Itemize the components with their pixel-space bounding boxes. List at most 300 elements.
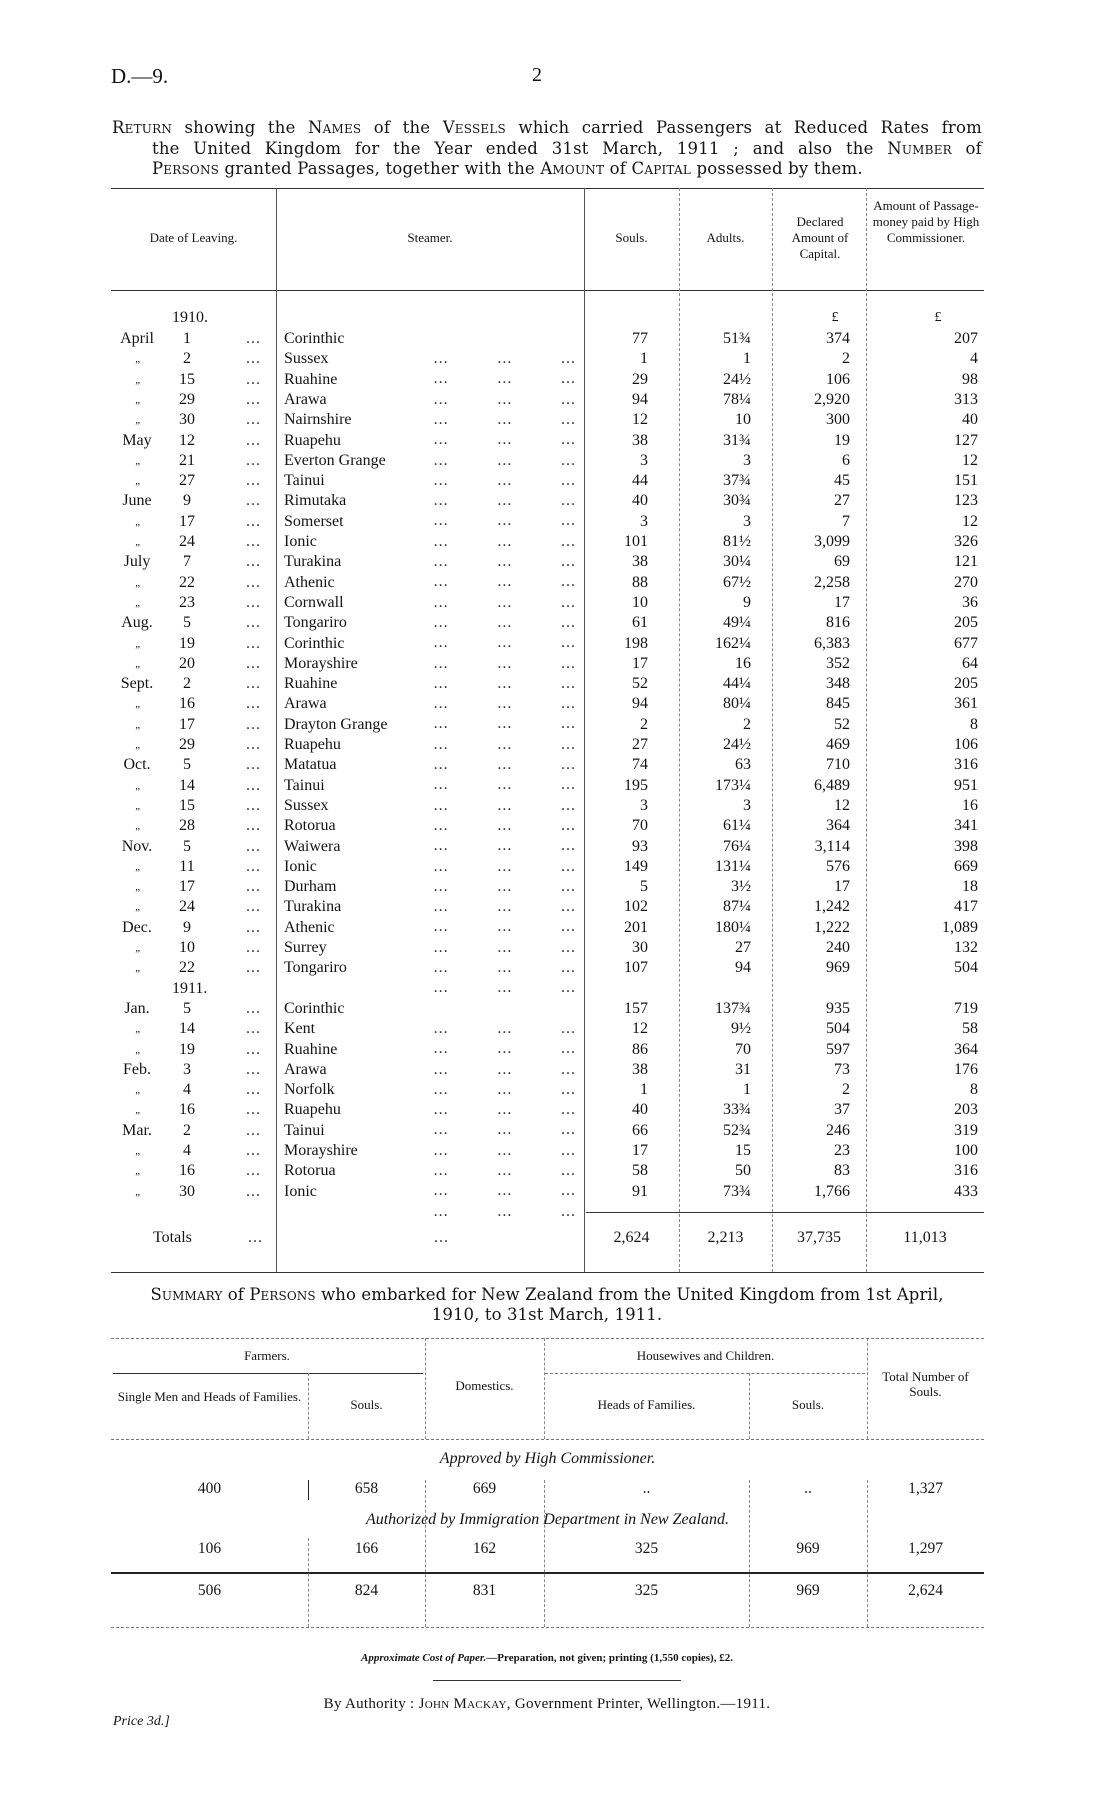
- leader-dots: ...: [246, 776, 261, 794]
- souls-value: 30: [632, 939, 648, 956]
- adults-value: 15: [735, 1142, 751, 1159]
- ditto-mark: ”: [133, 481, 141, 494]
- adults-value: 73¾: [723, 1182, 751, 1200]
- leader-dots: ... ... ...: [433, 492, 576, 510]
- steamer-name-text: Nairnshire: [284, 411, 352, 429]
- month-label: Mar.: [122, 1121, 152, 1139]
- summary-title-line2: 1910, to 31st March, 1911.: [431, 1305, 663, 1324]
- ditto-mark: ”: [133, 420, 141, 433]
- summary-value: 506: [197, 1582, 222, 1599]
- summary-header-rule: [111, 1439, 984, 1440]
- header-passage-money: Amount of Passage-money paid by High Commissioner.: [872, 198, 980, 245]
- header-steamer: Steamer.: [407, 230, 453, 245]
- leader-dots: ... ... ...: [433, 695, 576, 713]
- document-reference: D.—9.: [111, 64, 169, 88]
- day-value: 2: [183, 350, 191, 368]
- capital-value: 469: [826, 736, 850, 753]
- leader-dots: ...: [246, 512, 261, 530]
- day-value: 2: [183, 675, 191, 693]
- leader-dots: ...: [246, 390, 261, 408]
- summary-title-text: of: [222, 1285, 250, 1304]
- page-number: 2: [532, 64, 542, 86]
- capital-value: 19: [834, 431, 850, 449]
- title-text: granted Passages, together with the: [219, 159, 541, 178]
- day-value: 16: [179, 695, 195, 713]
- passage-money-value: 123: [954, 492, 978, 510]
- capital-value: 3,114: [814, 837, 850, 855]
- leader-dots: ...: [246, 1182, 261, 1200]
- authority-text: By Authority :: [323, 1696, 419, 1712]
- souls-value: 102: [624, 898, 648, 916]
- capital-value: 106: [826, 370, 850, 388]
- day-value: 7: [183, 553, 191, 571]
- summary-top-rule: [111, 1338, 984, 1339]
- steamer-name-text: Ionic: [284, 857, 317, 875]
- capital-value: 12: [834, 796, 850, 814]
- ditto-mark: ”: [133, 663, 141, 676]
- leader-dots: ... ... ...: [433, 654, 576, 672]
- passage-money-value: 417: [954, 898, 978, 916]
- capital-value: 845: [826, 695, 850, 713]
- adults-value: 162¼: [715, 634, 751, 652]
- capital-value: 17: [834, 593, 850, 611]
- adults-value: 80¼: [723, 695, 751, 713]
- steamer-name-text: Tongariro: [284, 614, 347, 632]
- capital-value: 17: [834, 878, 850, 896]
- souls-value: 107: [624, 959, 648, 977]
- leader-dots: ...: [246, 1081, 261, 1099]
- day-value: 15: [179, 370, 195, 388]
- day-value: 19: [179, 634, 195, 652]
- steamer-name-text: Athenic: [284, 918, 335, 936]
- leader-dots: ... ... ...: [433, 1019, 576, 1037]
- steamer-name-text: Arawa: [284, 390, 327, 408]
- adults-value: 16: [735, 654, 751, 672]
- steamer-name-text: Tainui: [284, 472, 325, 490]
- header-single-men: Single Men and Heads of Families.: [117, 1389, 302, 1404]
- leader-dots: ... ... ...: [433, 938, 576, 956]
- header-domestics: Domestics.: [455, 1378, 514, 1393]
- day-value: 23: [179, 593, 195, 611]
- steamer-name-text: Ruahine: [284, 675, 338, 693]
- passage-money-value: 207: [954, 330, 978, 347]
- steamer-name-text: Tongariro: [284, 959, 347, 977]
- adults-value: 87¼: [723, 898, 751, 916]
- day-value: 5: [183, 614, 191, 632]
- passage-money-value: 205: [954, 614, 978, 632]
- adults-value: 51¾: [723, 330, 751, 347]
- adults-value: 31: [735, 1060, 751, 1078]
- ditto-mark: ”: [133, 1110, 141, 1123]
- steamer-name-text: Drayton Grange: [284, 715, 388, 733]
- passage-money-value: 176: [954, 1060, 978, 1078]
- leader-dots: ... ... ...: [433, 776, 576, 794]
- month-label: Dec.: [122, 918, 152, 936]
- capital-value: 504: [826, 1020, 850, 1038]
- housewives-sub-rule: [545, 1373, 865, 1374]
- ditto-mark: ”: [133, 887, 141, 900]
- month-label: July: [123, 553, 151, 571]
- steamer-name-text: Rotorua: [284, 1162, 336, 1180]
- summary-value: 831: [472, 1582, 497, 1599]
- leader-dots: ...: [246, 472, 261, 490]
- section-authorized-label: Authorized by Immigration Department in New Zealand.: [365, 1511, 730, 1528]
- header-adults: Adults.: [706, 230, 745, 245]
- adults-value: 137¾: [715, 999, 751, 1017]
- souls-value: 157: [624, 999, 648, 1017]
- day-value: 30: [179, 1182, 195, 1200]
- ditto-mark: ”: [133, 826, 141, 839]
- title-text: of the: [361, 118, 443, 137]
- summary-value: 166: [354, 1540, 379, 1557]
- souls-value: 10: [632, 593, 648, 611]
- day-value: 28: [179, 817, 195, 835]
- adults-value: 1: [743, 1081, 751, 1099]
- title-text: of: [951, 138, 982, 158]
- passage-money-value: 98: [962, 370, 978, 388]
- title-text: Persons: [152, 159, 220, 178]
- pound-symbol: £: [831, 310, 839, 325]
- summary-value: 162: [472, 1540, 497, 1557]
- passage-money-value: 326: [954, 533, 978, 550]
- adults-value: 50: [735, 1162, 751, 1180]
- leader-dots: ... ... ...: [433, 451, 576, 469]
- header-total-souls: Total Number of Souls.: [882, 1369, 969, 1399]
- leader-dots: ...: [246, 918, 261, 936]
- steamer-name: [284, 1182, 584, 1220]
- footer-rule: [433, 1680, 681, 1681]
- leader-dots: ...: [246, 553, 261, 571]
- adults-value: 94: [735, 959, 751, 977]
- steamer-name-text: Rimutaka: [284, 492, 347, 510]
- year-label-1910: 1910.: [172, 309, 208, 326]
- passage-money-value: 361: [954, 695, 978, 713]
- year-label-1911: 1911.: [172, 979, 208, 997]
- passage-money-value: 669: [954, 857, 978, 875]
- passage-money-value: 8: [970, 715, 978, 733]
- leader-dots: ...: [246, 898, 261, 916]
- passage-money-value: 4: [970, 350, 978, 368]
- passage-money-value: 433: [954, 1182, 978, 1200]
- adults-value: 3: [743, 796, 751, 814]
- summary-value: 325: [634, 1582, 659, 1599]
- leader-dots: ...: [246, 1101, 261, 1119]
- souls-value: 198: [624, 634, 648, 652]
- souls-value: 94: [632, 695, 648, 713]
- day-value: 3: [183, 1060, 191, 1078]
- leader-dots: ... ... ...: [433, 410, 576, 428]
- day-value: 24: [179, 898, 195, 916]
- souls-value: 195: [624, 776, 648, 794]
- souls-value: 66: [632, 1121, 648, 1139]
- month-label: April: [120, 330, 154, 347]
- leader-dots: ... ... ...: [433, 390, 576, 408]
- adults-value: 180¼: [715, 918, 751, 936]
- day-value: 24: [179, 533, 195, 550]
- adults-value: 3: [743, 512, 751, 530]
- header-farmer-souls: Souls.: [350, 1397, 383, 1412]
- day-value: 11: [179, 857, 195, 875]
- souls-value: 38: [632, 553, 648, 571]
- summary-value: 325: [634, 1540, 659, 1557]
- day-value: 10: [179, 939, 195, 956]
- souls-value: 149: [624, 857, 648, 875]
- capital-value: 1,766: [814, 1182, 850, 1200]
- ditto-mark: ”: [133, 582, 141, 595]
- steamer-name-text: Norfolk: [284, 1081, 335, 1099]
- steamer-name-text: Ruahine: [284, 370, 338, 388]
- capital-value: 364: [826, 817, 850, 835]
- adults-value: 76¼: [723, 837, 751, 855]
- steamer-name-text: Tainui: [284, 776, 325, 794]
- steamer-name-text: Tainui: [284, 1121, 325, 1139]
- leader-dots: ...: [246, 736, 261, 753]
- title-text: Capital: [631, 159, 692, 178]
- steamer-name-text: Ionic: [284, 1182, 317, 1200]
- totals-rule: [586, 1212, 984, 1213]
- passage-money-value: 270: [954, 573, 978, 591]
- leader-dots: ...: [246, 857, 261, 875]
- capital-value: 816: [826, 614, 850, 632]
- leader-dots: ... ... ...: [433, 816, 576, 834]
- header-souls: Souls.: [615, 230, 648, 245]
- title-return-word: Return: [112, 118, 173, 137]
- title-text: possessed by them.: [691, 159, 863, 178]
- souls-value: 61: [632, 614, 648, 632]
- leader-dots: ...: [246, 837, 261, 855]
- ditto-mark: ”: [133, 1151, 141, 1163]
- leader-dots: ... ... ...: [433, 553, 576, 570]
- adults-value: 70: [735, 1040, 751, 1058]
- leader-dots: ... ... ...: [433, 431, 576, 449]
- passage-money-value: 12: [962, 512, 978, 530]
- ditto-mark: ”: [133, 907, 141, 920]
- passage-money-value: 719: [954, 999, 978, 1017]
- ditto-mark: ”: [133, 379, 141, 392]
- souls-value: 93: [632, 837, 648, 855]
- capital-value: 348: [826, 675, 850, 693]
- month-label: Jan.: [124, 999, 150, 1017]
- title-text: showing the: [172, 118, 308, 137]
- souls-value: 44: [632, 472, 648, 490]
- day-value: 5: [183, 999, 191, 1017]
- souls-value: 17: [632, 1142, 648, 1159]
- leader-dots: ... ... ...: [433, 593, 576, 611]
- leader-dots: ... ... ...: [433, 715, 576, 733]
- leader-dots: ...: [246, 1040, 261, 1058]
- total-capital: 37,735: [797, 1229, 841, 1246]
- steamer-name-text: Matatua: [284, 756, 337, 774]
- summary-value: 969: [796, 1540, 820, 1557]
- totals-dots: ...: [248, 1229, 263, 1246]
- leader-dots: ...: [246, 878, 261, 896]
- passage-money-value: 121: [954, 553, 978, 571]
- souls-value: 1: [640, 350, 648, 368]
- total-adults: 2,213: [707, 1229, 744, 1246]
- souls-value: 86: [632, 1040, 648, 1058]
- adults-value: 9: [743, 593, 751, 611]
- steamer-name: [284, 958, 584, 997]
- steamer-name-text: Ionic: [284, 533, 317, 550]
- day-value: 27: [179, 472, 195, 490]
- passage-money-value: 12: [962, 451, 978, 469]
- cost-note-text: —Preparation, not given; printing (1,550 copies), £2.: [486, 1652, 733, 1664]
- summary-value: 824: [354, 1582, 379, 1599]
- leader-dots: ...: [246, 451, 261, 469]
- passage-money-value: 316: [954, 756, 978, 774]
- souls-value: 38: [632, 1060, 648, 1078]
- leader-dots: ... ... ...: [433, 674, 576, 692]
- day-value: 1: [183, 330, 191, 347]
- souls-value: 101: [624, 533, 648, 550]
- steamer-name-text: Morayshire: [284, 654, 358, 672]
- summary-title: [112, 1285, 982, 1325]
- summary-value: ..: [804, 1480, 812, 1497]
- month-label: Sept.: [120, 675, 154, 693]
- adults-value: 3: [743, 451, 751, 469]
- capital-value: 374: [826, 330, 850, 347]
- adults-value: 10: [735, 411, 751, 429]
- ditto-mark: ”: [133, 948, 141, 960]
- leader-dots: ...: [246, 431, 261, 449]
- passage-money-value: 58: [962, 1020, 978, 1038]
- leader-dots: ...: [246, 330, 261, 347]
- steamer-name-text: Ruahine: [284, 1040, 338, 1058]
- passage-money-value: 341: [954, 817, 978, 835]
- ditto-mark: ”: [133, 745, 141, 757]
- day-value: 19: [179, 1040, 195, 1058]
- capital-value: 23: [834, 1142, 850, 1159]
- adults-value: 37¾: [723, 472, 751, 490]
- leader-dots: ... ... ...: [433, 512, 576, 530]
- adults-value: 9½: [731, 1020, 751, 1038]
- ditto-mark: ”: [133, 542, 141, 554]
- title-text: which carried Passengers at Reduced Rates from: [505, 118, 982, 137]
- pound-symbol: £: [934, 310, 942, 325]
- adults-value: 27: [735, 939, 751, 956]
- capital-value: 2: [842, 350, 850, 368]
- leader-dots: ... ... ...: [433, 1080, 576, 1098]
- leader-dots: ... ... ...: [433, 898, 576, 916]
- ditto-mark: ”: [133, 1171, 141, 1184]
- totals-steamer-dots: ...: [434, 1229, 449, 1246]
- price-label: Price 3d.]: [113, 1714, 170, 1729]
- header-housewives-souls: Souls.: [791, 1397, 825, 1412]
- adults-value: 3½: [731, 878, 751, 896]
- leader-dots: ... ... ...: [433, 756, 576, 773]
- day-value: 12: [179, 431, 195, 449]
- leader-dots: ... ... ...: [433, 471, 576, 489]
- passage-money-value: 398: [954, 837, 978, 855]
- adults-value: 31¾: [723, 431, 751, 449]
- title-text: the United Kingdom for the Year ended 31st March, 1911 ; and also the: [152, 138, 888, 158]
- passage-money-value: 1,089: [942, 918, 978, 936]
- day-value: 30: [179, 411, 195, 429]
- leader-dots: ... ... ...: [433, 1101, 576, 1119]
- passage-money-value: 316: [954, 1162, 978, 1180]
- summary-value: 969: [796, 1582, 820, 1599]
- steamer-name-text: Durham: [284, 878, 337, 896]
- summary-title-text: Summary: [150, 1285, 223, 1304]
- passage-money-value: 64: [962, 654, 978, 672]
- leader-dots: ... ... ...: [433, 1121, 576, 1139]
- leader-dots: ... ... ...: [433, 1182, 576, 1200]
- ditto-mark: ”: [133, 968, 141, 981]
- leader-dots: ... ... ...: [433, 532, 576, 550]
- adults-value: 81½: [723, 533, 751, 550]
- steamer-name-text: Surrey: [284, 939, 327, 956]
- day-value: 5: [183, 837, 191, 855]
- leader-dots: ... ... ...: [433, 1162, 576, 1179]
- leader-dots: ... ... ...: [433, 634, 576, 652]
- ditto-mark: ”: [133, 643, 141, 656]
- steamer-name-text: Arawa: [284, 1060, 327, 1078]
- steamer-name-text: Turakina: [284, 898, 342, 916]
- leader-dots: ... ... ...: [433, 1040, 576, 1058]
- adults-value: 67½: [723, 573, 751, 591]
- souls-value: 77: [632, 330, 648, 347]
- souls-value: 88: [632, 573, 648, 591]
- day-value: 17: [179, 715, 195, 733]
- authority-text: , Government Printer, Wellington.—1911.: [506, 1696, 771, 1712]
- steamer-name-text: Ruapehu: [284, 736, 341, 753]
- souls-value: 91: [632, 1182, 648, 1200]
- ditto-mark: ”: [133, 359, 141, 372]
- leader-dots: ...: [246, 533, 261, 550]
- leader-dots: ...: [246, 939, 261, 956]
- column-divider: [276, 188, 277, 1272]
- steamer-name-text: Everton Grange: [284, 451, 386, 469]
- adults-value: 2: [743, 715, 751, 733]
- souls-value: 17: [632, 654, 648, 672]
- souls-value: 3: [640, 512, 648, 530]
- adults-value: 30¼: [723, 553, 751, 571]
- capital-value: 83: [834, 1162, 850, 1180]
- leader-dots: ... ... ...: [433, 1060, 576, 1078]
- passage-money-value: 504: [954, 959, 978, 977]
- adults-value: 30¾: [723, 492, 751, 510]
- souls-value: 29: [632, 370, 648, 388]
- passage-money-value: 106: [954, 736, 978, 753]
- passage-money-value: 319: [954, 1121, 978, 1139]
- adults-value: 78¼: [723, 390, 751, 408]
- adults-value: 63: [735, 756, 751, 774]
- steamer-name-text: Ruapehu: [284, 431, 341, 449]
- summary-value: ..: [642, 1480, 651, 1497]
- passage-money-value: 364: [954, 1040, 978, 1058]
- leader-dots: ...: [246, 1060, 261, 1078]
- month-label: Nov.: [121, 837, 153, 855]
- souls-value: 201: [624, 918, 648, 936]
- leader-dots: ... ... ...: [433, 837, 576, 855]
- souls-value: 40: [632, 492, 648, 510]
- table-header-rule: [111, 290, 984, 291]
- capital-value: 576: [826, 857, 850, 875]
- steamer-name-text: Rotorua: [284, 817, 336, 835]
- adults-value: 33¾: [723, 1101, 751, 1119]
- ditto-mark: ”: [133, 1029, 141, 1042]
- leader-dots: ... ... ...: [433, 1202, 576, 1220]
- summary-value: 1,297: [908, 1540, 943, 1557]
- souls-value: 2: [640, 715, 648, 733]
- day-value: 29: [179, 736, 195, 753]
- summary-bottom-rule: [111, 1627, 984, 1628]
- steamer-name-text: Ruapehu: [284, 1101, 341, 1119]
- steamer-name-text: Arawa: [284, 695, 327, 713]
- day-value: 14: [179, 776, 195, 794]
- passage-money-value: 36: [962, 593, 978, 611]
- month-label: Feb.: [123, 1060, 151, 1078]
